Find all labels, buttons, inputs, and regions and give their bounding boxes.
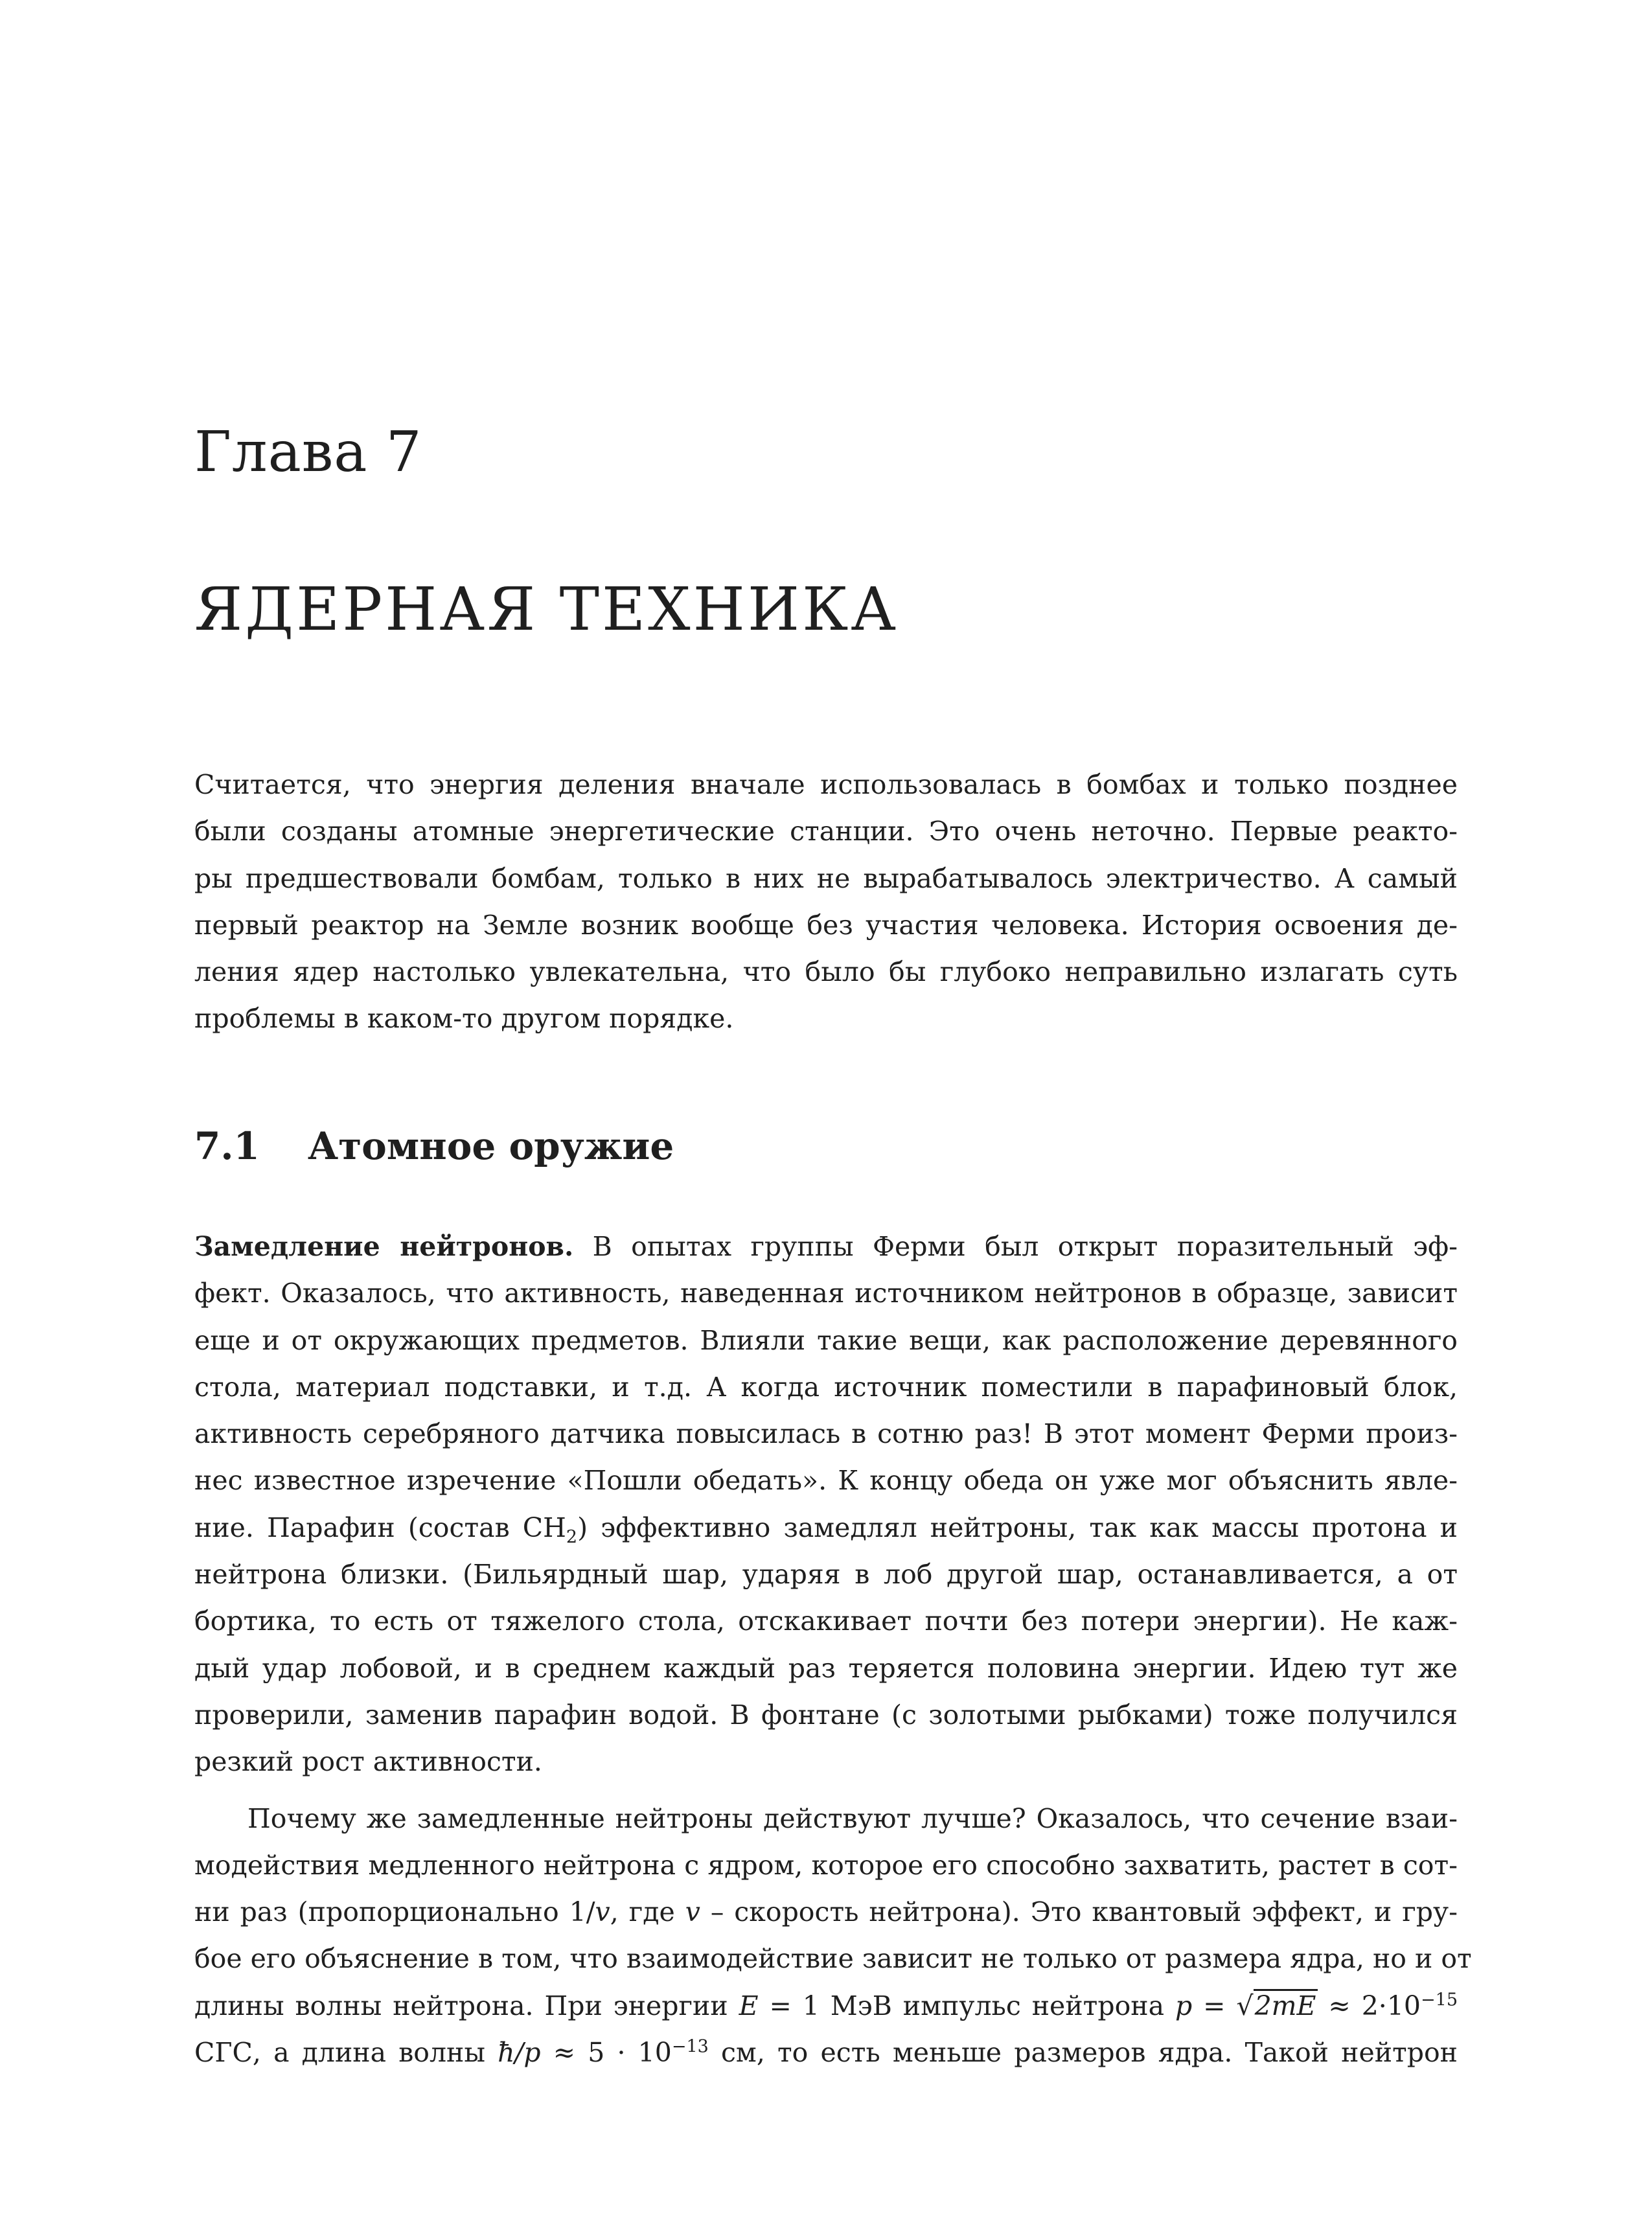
- text-run: = 1 МэВ импульс нейтрона: [758, 1990, 1175, 2021]
- intro-paragraph: [194, 761, 1458, 1042]
- text-line: резкий рост активности.: [194, 1746, 542, 1778]
- text-run: СГС, а длина волны: [194, 2037, 498, 2069]
- superscript: −13: [671, 2036, 709, 2057]
- text-line: бое его объяснение в том, что взаимодействие зависит не только от размера ядра, но и от: [194, 1943, 1472, 1975]
- text-line: [194, 1504, 1458, 1551]
- text-line: стола, материал подставки, и т.д. А когда источник поместили в парафиновый блок,: [194, 1371, 1458, 1403]
- text-run: ≈ 5 · 10: [540, 2037, 672, 2069]
- text-run: ние. Парафин (состав CH: [194, 1512, 566, 1543]
- math-variable: p: [1175, 1990, 1193, 2021]
- text-run: , где: [610, 1896, 685, 1928]
- text-run: ≈ 2·10: [1317, 1990, 1421, 2021]
- text-line: проверили, заменив парафин водой. В фонтане (с золотыми рыбками) тоже получился: [194, 1699, 1458, 1730]
- section-title: Атомное оружие: [308, 1124, 674, 1168]
- text-line: бортика, то есть от тяжелого стола, отскакивает почти без потери энергии). Не каж-: [194, 1605, 1458, 1637]
- text-line: первый реактор на Земле возник вообще без участия человека. История освоения де-: [194, 909, 1458, 941]
- text-line: [194, 2029, 1458, 2076]
- text-line: еще и от окружающих предметов. Влияли такие вещи, как расположение деревянного: [194, 1324, 1458, 1356]
- chapter-label: Глава 7: [194, 420, 422, 485]
- text-run: =: [1192, 1990, 1237, 2021]
- text-line: нейтрона близки. (Бильярдный шар, ударяя в лоб другой шар, останавливается, а от: [194, 1559, 1458, 1591]
- text-line: ления ядер настолько увлекательна, что было бы глубоко неправильно излагать суть: [194, 956, 1458, 988]
- sqrt-radicand: 2mE: [1254, 1990, 1316, 2021]
- paragraph: [194, 1795, 1472, 2076]
- text-line: [194, 1983, 1458, 2029]
- chapter-title: ЯДЕРНАЯ ТЕХНИКА: [194, 575, 899, 644]
- text-run: ) эффективно замедлял нейтроны, так как массы протона и: [577, 1512, 1458, 1543]
- text-run: длины волны нейтрона. При энергии: [194, 1990, 739, 2021]
- section-heading: [194, 1124, 674, 1168]
- text-line: Считается, что энергия деления вначале использовалась в бомбах и только позднее: [194, 769, 1458, 800]
- text-line: [194, 1223, 1458, 1270]
- text-line: модействия медленного нейтрона с ядром, которое его способно захватить, растет в сот-: [194, 1849, 1458, 1881]
- math-variable: v: [595, 1896, 610, 1928]
- section-number: 7.1: [194, 1124, 260, 1168]
- section-body: [194, 1223, 1472, 2076]
- text-line: нес известное изречение «Пошли обедать». К концу обеда он уже мог объяснить явле-: [194, 1465, 1458, 1497]
- text-run: см, то есть меньше размеров ядра. Такой нейтрон: [708, 2037, 1458, 2069]
- text-run: ни раз (пропорционально 1/: [194, 1896, 595, 1928]
- text-line: фект. Оказалось, что активность, наведенная источником нейтронов в образце, зависит: [194, 1278, 1458, 1309]
- subscript: 2: [566, 1526, 578, 1547]
- text-line: Почему же замедленные нейтроны действуют лучше? Оказалось, что сечение взаи-: [247, 1802, 1458, 1834]
- run-in-heading: Замедление нейтронов.: [194, 1231, 574, 1262]
- text-line: [194, 1889, 1458, 1935]
- text-line: были созданы атомные энергетические станции. Это очень неточно. Первые реакто-: [194, 816, 1458, 847]
- text-line: дый удар лобовой, и в среднем каждый раз теряется половина энергии. Идею тут же: [194, 1652, 1458, 1684]
- math-variable: E: [739, 1990, 759, 2021]
- text-line: активность серебряного датчика повысилась в сотню раз! В этот момент Ферми произ-: [194, 1418, 1458, 1450]
- math-variable: v: [685, 1896, 700, 1928]
- sqrt-symbol: √: [1236, 1990, 1254, 2021]
- text-line: ры предшествовали бомбам, только в них не вырабатывалось электричество. А самый: [194, 862, 1458, 894]
- math-expression: ħ/p: [498, 2037, 541, 2069]
- text-run: В опытах группы Ферми был открыт поразительный эф-: [573, 1231, 1458, 1262]
- text-line: проблемы в каком-то другом порядке.: [194, 1003, 734, 1035]
- text-run: – скорость нейтрона). Это квантовый эффект, и гру-: [700, 1896, 1458, 1928]
- superscript: −15: [1421, 1990, 1458, 2010]
